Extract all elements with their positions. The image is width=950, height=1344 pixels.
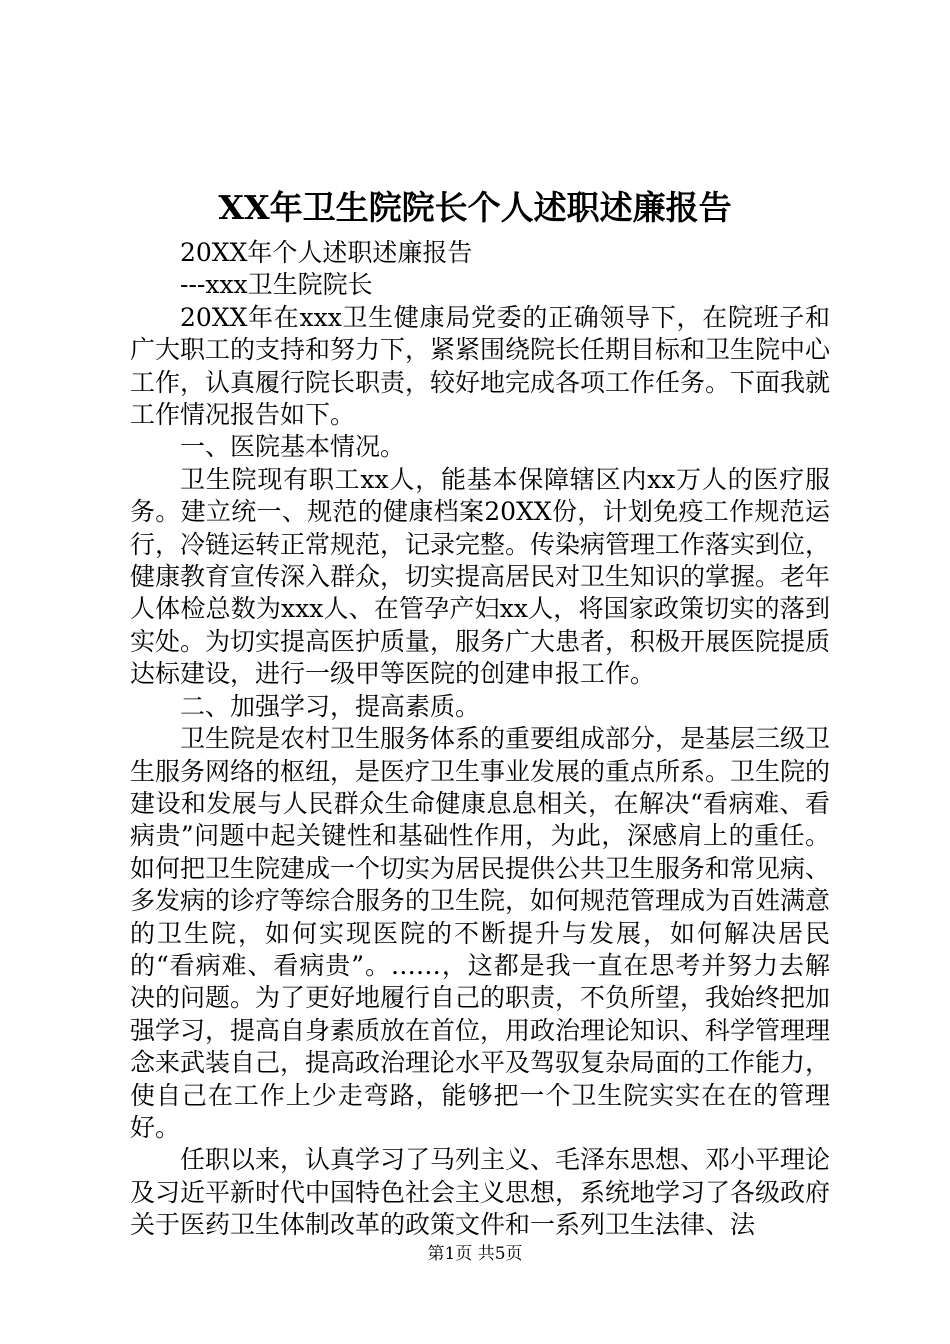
page-number-footer: 第1页 共5页 xyxy=(427,1244,523,1264)
section-2-paragraph-1: 卫生院是农村卫生服务体系的重要组成部分，是基层三级卫生服务网络的枢纽，是医疗卫生事业发展的重点所系。卫生院的建设和发展与人民群众生命健康息息相关，在解决“看病难、看病贵”问题中起关键性和基础性作用，为此，深感肩上的重任。如何把卫生院建成一个切实为居民提供公共卫生服务和常见病、多发病的诊疗等综合服务的卫生院，如何规范管理成为百姓满意的卫生院，如何实现医院的不断提升与发展，如何解决居民的“看病难、看病贵”。……，这都是我一直在思考并努力去解决的问题。为了更好地履行自己的职责，不负所望，我始终把加强学习，提高自身素质放在首位，用政治理论知识、科学管理理念来武装自己，提高政治理论水平及驾驭复杂局面的工作能力，使自己在工作上少走弯路，能够把一个卫生院实实在在的管理好。 xyxy=(130,724,831,1142)
section-heading-1: 一、医院基本情况。 xyxy=(180,432,406,462)
author-line: ---xxx卫生院院长 xyxy=(180,270,373,300)
intro-paragraph: 20XX年在xxx卫生健康局党委的正确领导下，在院班子和广大职工的支持和努力下，紧紧围绕院长任期目标和卫生院中心工作，认真履行院长职责，较好地完成各项工作任务。下面我就工作情况报告如下。 xyxy=(130,302,831,430)
document-title: XX年卫生院院长个人述职述廉报告 xyxy=(218,188,732,227)
section-heading-2: 二、加强学习，提高素质。 xyxy=(180,691,481,721)
document-body xyxy=(130,237,830,1242)
report-subtitle: 20XX年个人述职述廉报告 xyxy=(180,238,473,267)
section-2-paragraph-2: 任职以来，认真学习了马列主义、毛泽东思想、邓小平理论及习近平新时代中国特色社会主义思想，系统地学习了各级政府关于医药卫生体制改革的政策文件和一系列卫生法律、法 xyxy=(130,1145,831,1240)
section-1-paragraph: 卫生院现有职工xx人，能基本保障辖区内xx万人的医疗服务。建立统一、规范的健康档案20XX份，计划免疫工作规范运行，冷链运转正常规范，记录完整。传染病管理工作落实到位，健康教育宣传深入群众，切实提高居民对卫生知识的掌握。老年人体检总数为xxx人、在管孕产妇xx人，将国家政策切实的落到实处。为切实提高医护质量，服务广大患者，积极开展医院提质达标建设，进行一级甲等医院的创建申报工作。 xyxy=(130,464,831,689)
